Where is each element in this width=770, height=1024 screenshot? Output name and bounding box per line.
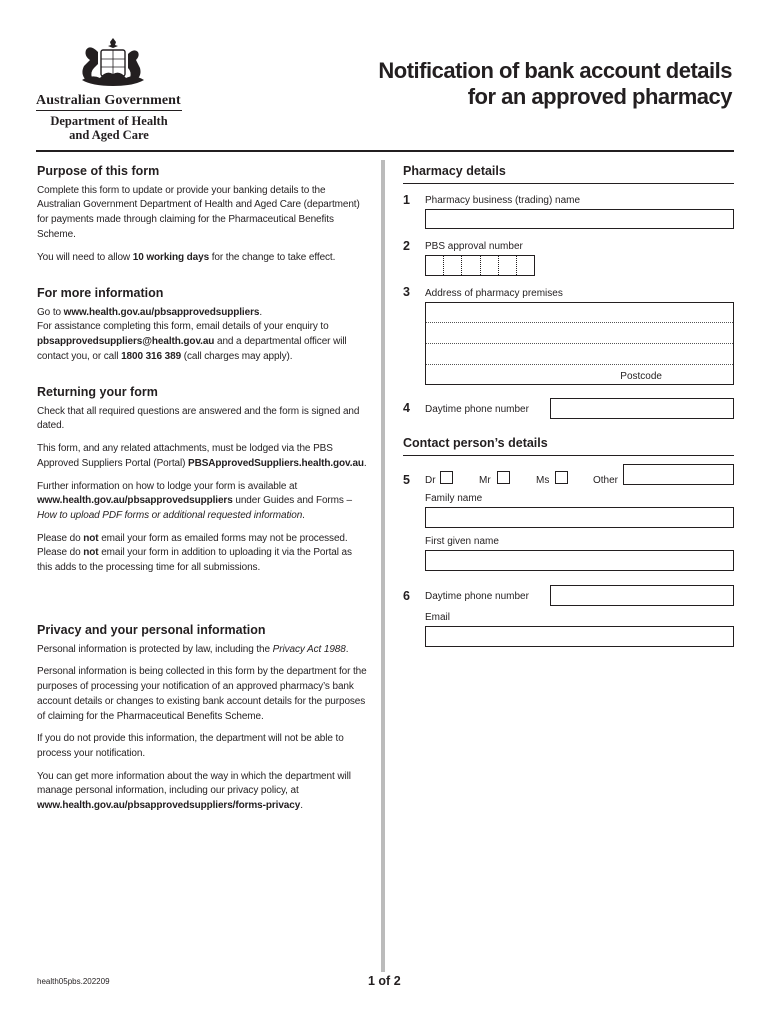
trading-name-label: Pharmacy business (trading) name bbox=[425, 195, 581, 206]
text-span: Personal information is protected by law, including the bbox=[37, 643, 273, 655]
question-number: 3 bbox=[403, 285, 410, 299]
title-line-1: Notification of bank account details bbox=[378, 58, 732, 83]
privacy-text-3: If you do not provide this information, the department will not be able to process your notification. bbox=[37, 733, 344, 759]
form-title bbox=[378, 58, 732, 110]
pharmacy-phone-label: Daytime phone number bbox=[425, 404, 529, 415]
emphasis: not bbox=[83, 532, 99, 544]
question-number: 6 bbox=[403, 589, 410, 603]
pharmacy-details-heading: Pharmacy details bbox=[403, 164, 734, 184]
question-number: 5 bbox=[403, 473, 410, 487]
title-other-label: Other bbox=[593, 475, 619, 486]
guide-title: How to upload PDF forms or additional requested information bbox=[37, 509, 303, 521]
pharmacy-phone-field[interactable] bbox=[550, 398, 734, 419]
purpose-heading: Purpose of this form bbox=[37, 164, 160, 178]
text-span: email your form as emailed forms may not be processed. Please do bbox=[37, 532, 348, 559]
more-info-section bbox=[37, 286, 369, 373]
address-field[interactable] bbox=[425, 302, 734, 385]
column-divider bbox=[381, 160, 385, 972]
digit-cell bbox=[481, 256, 499, 275]
text-span: under Guides and Forms – bbox=[232, 495, 352, 507]
government-name: Australian Government bbox=[36, 93, 181, 108]
privacy-text-1 bbox=[37, 643, 369, 658]
family-name-field[interactable] bbox=[425, 507, 734, 528]
returning-heading: Returning your form bbox=[37, 385, 158, 399]
emphasis: not bbox=[83, 547, 99, 559]
family-name-label: Family name bbox=[425, 493, 483, 504]
text-span: You can get more information about the way in which the department will manage personal information, including our privacy policy, at bbox=[37, 770, 351, 797]
more-info-heading: For more information bbox=[37, 286, 164, 300]
department-name bbox=[36, 114, 182, 142]
text-span: For assistance completing this form, email details of your enquiry to bbox=[37, 321, 329, 333]
portal-link[interactable]: PBSApprovedSuppliers.health.gov.au bbox=[188, 457, 364, 469]
returning-text-3 bbox=[37, 480, 369, 524]
email-field[interactable] bbox=[425, 626, 734, 647]
privacy-section bbox=[37, 623, 369, 822]
text-span: . bbox=[259, 306, 263, 318]
privacy-text-2: Personal information is being collected in this form by the department for the purposes of processing your notification of an approved pharmacy’s bank account details or changes to existing bank account details for the purposes of claiming for the Pharmaceutical Benefits Scheme. bbox=[37, 666, 367, 722]
text-span: . bbox=[345, 643, 349, 655]
address-line bbox=[426, 343, 733, 344]
text-span: . bbox=[300, 800, 303, 812]
postcode-label: Postcode bbox=[620, 371, 662, 382]
address-label: Address of pharmacy premises bbox=[425, 288, 563, 299]
working-days: 10 working days bbox=[132, 251, 210, 263]
logo-divider bbox=[36, 110, 182, 111]
title-other-field[interactable] bbox=[623, 464, 734, 485]
pbs-approval-label: PBS approval number bbox=[425, 241, 523, 252]
page-number: 1 of 2 bbox=[368, 974, 401, 988]
contact-phone-label: Daytime phone number bbox=[425, 591, 529, 602]
text-span: Go to bbox=[37, 306, 64, 318]
privacy-heading: Privacy and your personal information bbox=[37, 623, 266, 637]
text-span: This form, and any related attachments, must be lodged via the PBS Approved Suppliers Portal (Portal) bbox=[37, 443, 333, 469]
returning-text-4 bbox=[37, 532, 369, 576]
digit-cell bbox=[426, 256, 444, 275]
question-number: 2 bbox=[403, 239, 410, 253]
purpose-text: Complete this form to update or provide your banking details to the Australian Government Department of Health and Aged Care (department) for payments made through claiming for the Pharmaceutical Benefits Scheme. bbox=[37, 184, 360, 240]
form-code: health05pbs.202209 bbox=[37, 977, 110, 986]
text-span: You will need to allow bbox=[37, 251, 133, 263]
title-mr-checkbox[interactable] bbox=[497, 471, 510, 484]
pbs-approval-number-field[interactable] bbox=[425, 255, 535, 276]
text-span: (call charges may apply). bbox=[181, 350, 293, 362]
coat-of-arms-logo bbox=[68, 36, 158, 92]
text-span: for the change to take effect. bbox=[209, 251, 336, 263]
title-dr-label: Dr bbox=[425, 475, 436, 486]
digit-cell bbox=[444, 256, 462, 275]
text-span: . bbox=[363, 457, 367, 469]
title-mr-label: Mr bbox=[479, 475, 491, 486]
contact-phone-field[interactable] bbox=[550, 585, 734, 606]
text-span: Please do bbox=[37, 532, 84, 544]
phone-number: 1800 316 389 bbox=[121, 350, 182, 362]
text-span: and a departmental officer will contact you, or call bbox=[37, 336, 347, 362]
text-span: email your form in addition to uploading it via the Portal as this adds to the processing time for all submissions. bbox=[37, 547, 352, 574]
privacy-act: Privacy Act 1988 bbox=[272, 643, 346, 655]
address-line bbox=[426, 364, 733, 365]
title-ms-label: Ms bbox=[536, 475, 550, 486]
title-dr-checkbox[interactable] bbox=[440, 471, 453, 484]
question-number: 1 bbox=[403, 193, 410, 207]
department-line-2: and Aged Care bbox=[69, 128, 149, 142]
returning-section bbox=[37, 385, 369, 584]
privacy-text-4 bbox=[37, 770, 369, 814]
first-name-label: First given name bbox=[425, 536, 499, 547]
purpose-section bbox=[37, 164, 369, 273]
email-link[interactable]: pbsapprovedsuppliers@health.gov.au bbox=[37, 336, 215, 348]
guides-link[interactable]: www.health.gov.au/pbsapprovedsuppliers bbox=[37, 495, 233, 507]
suppliers-link[interactable]: www.health.gov.au/pbsapprovedsuppliers bbox=[63, 306, 260, 318]
address-line bbox=[426, 322, 733, 323]
digit-cell bbox=[499, 256, 517, 275]
digit-cell bbox=[462, 256, 480, 275]
first-name-field[interactable] bbox=[425, 550, 734, 571]
title-ms-checkbox[interactable] bbox=[555, 471, 568, 484]
text-span: . bbox=[302, 509, 305, 521]
returning-text-2 bbox=[37, 442, 369, 471]
contact-details-heading: Contact person’s details bbox=[403, 436, 734, 456]
more-info-text bbox=[37, 306, 369, 365]
email-label: Email bbox=[425, 612, 451, 623]
text-span: Further information on how to lodge your form is available at bbox=[37, 480, 298, 492]
returning-text-1: Check that all required questions are answered and the form is signed and dated. bbox=[37, 405, 360, 432]
privacy-link[interactable]: www.health.gov.au/pbsapprovedsuppliers/forms-privacy bbox=[37, 800, 301, 812]
department-line-1: Department of Health bbox=[50, 114, 168, 128]
title-line-2: for an approved pharmacy bbox=[467, 84, 732, 109]
digit-cell bbox=[517, 256, 534, 275]
processing-time-text bbox=[37, 251, 369, 266]
trading-name-field[interactable] bbox=[425, 209, 734, 229]
question-number: 4 bbox=[403, 401, 410, 415]
header-rule bbox=[36, 150, 734, 152]
